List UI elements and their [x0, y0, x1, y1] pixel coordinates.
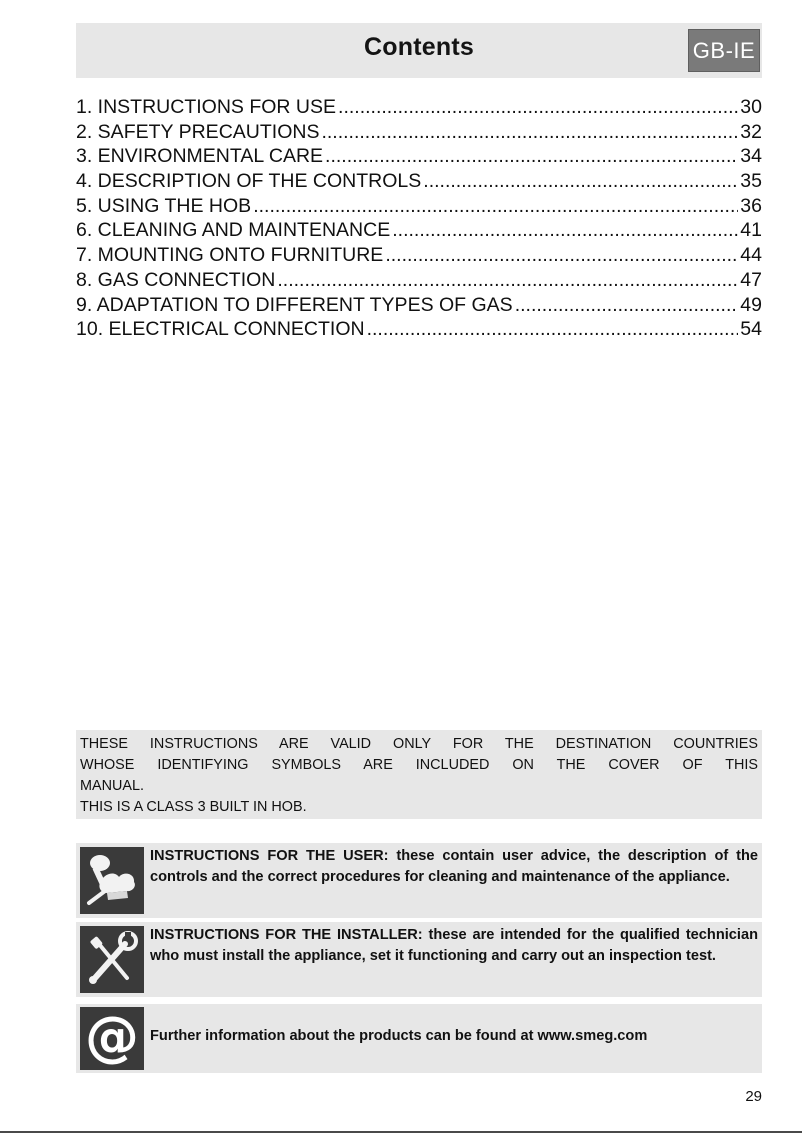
toc-leader-dots — [321, 121, 738, 144]
bottom-divider — [0, 1131, 802, 1133]
table-of-contents — [76, 96, 762, 343]
toc-entry-title: 3. ENVIRONMENTAL CARE — [76, 145, 324, 168]
validity-line: THESE INSTRUCTIONS ARE VALID ONLY FOR THE DESTINATION COUNTRIES — [80, 736, 758, 752]
toc-entry[interactable] — [76, 121, 762, 146]
user-instructions-text: INSTRUCTIONS FOR THE USER: these contain user advice, the description of the controls and the correct procedures for cleaning and maintenance of the appliance. — [150, 848, 758, 885]
validity-line: MANUAL. — [80, 778, 144, 794]
toc-entry-page: 41 — [740, 219, 762, 242]
toc-entry-title: 1. INSTRUCTIONS FOR USE — [76, 96, 337, 118]
toc-entry-page: 32 — [740, 120, 762, 143]
toc-entry-title: 5. USING THE HOB — [76, 194, 252, 217]
toc-entry-title: 9. ADAPTATION TO DIFFERENT TYPES OF GAS — [76, 293, 513, 316]
toc-entry-page: 36 — [740, 194, 762, 217]
wrench-screwdriver-icon — [80, 926, 144, 993]
toc-entry-page: 35 — [740, 170, 762, 193]
validity-notice — [76, 730, 762, 819]
toc-entry-title: 6. CLEANING AND MAINTENANCE — [76, 219, 391, 242]
toc-entry[interactable] — [76, 195, 762, 220]
toc-entry-title: 10. ELECTRICAL CONNECTION — [76, 318, 365, 341]
toc-leader-dots — [515, 294, 739, 317]
toc-leader-dots — [367, 318, 739, 341]
class-note: THIS IS A CLASS 3 BUILT IN HOB. — [80, 799, 307, 815]
toc-entry[interactable] — [76, 170, 762, 195]
toc-entry[interactable] — [76, 244, 762, 269]
language-badge: GB-IE — [688, 29, 760, 72]
toc-entry-title: 8. GAS CONNECTION — [76, 268, 276, 291]
at-sign-icon — [80, 1004, 144, 1070]
chef-hat-spoon-icon — [80, 847, 144, 914]
toc-entry[interactable] — [76, 219, 762, 244]
toc-entry-page: 34 — [740, 145, 762, 168]
toc-leader-dots — [277, 269, 738, 292]
toc-entry-title: 7. MOUNTING ONTO FURNITURE — [76, 244, 384, 267]
toc-leader-dots — [325, 145, 738, 168]
toc-entry[interactable] — [76, 269, 762, 294]
at-sign-glyph: @ — [85, 1004, 139, 1068]
toc-leader-dots — [385, 244, 738, 267]
toc-entry[interactable] — [76, 294, 762, 319]
user-instructions-box — [76, 843, 762, 918]
installer-instructions-box — [76, 922, 762, 997]
toc-entry-page: 47 — [740, 268, 762, 291]
toc-leader-dots — [253, 195, 738, 218]
contents-header — [76, 23, 762, 78]
web-info-text: Further information about the products can be found at www.smeg.com — [150, 1028, 648, 1044]
toc-entry-page: 49 — [740, 293, 762, 316]
toc-entry[interactable] — [76, 145, 762, 170]
toc-entry-title: 2. SAFETY PRECAUTIONS — [76, 120, 320, 143]
installer-instructions-text: INSTRUCTIONS FOR THE INSTALLER: these are intended for the qualified technician who must install the appliance, set it functioning and carry out an inspection test. — [150, 927, 758, 964]
toc-leader-dots — [423, 170, 738, 193]
page-title: Contents — [364, 33, 474, 61]
page-number: 29 — [745, 1088, 762, 1105]
toc-entry-page: 30 — [740, 96, 762, 118]
toc-leader-dots — [338, 96, 738, 119]
web-info-box — [76, 1004, 762, 1073]
toc-entry[interactable] — [76, 318, 762, 343]
validity-line: WHOSE IDENTIFYING SYMBOLS ARE INCLUDED ON THE COVER OF THIS — [80, 757, 758, 773]
toc-entry-page: 54 — [740, 318, 762, 341]
toc-leader-dots — [392, 219, 738, 242]
toc-entry-page: 44 — [740, 244, 762, 267]
toc-entry-title: 4. DESCRIPTION OF THE CONTROLS — [76, 170, 422, 193]
toc-entry[interactable] — [76, 96, 762, 121]
